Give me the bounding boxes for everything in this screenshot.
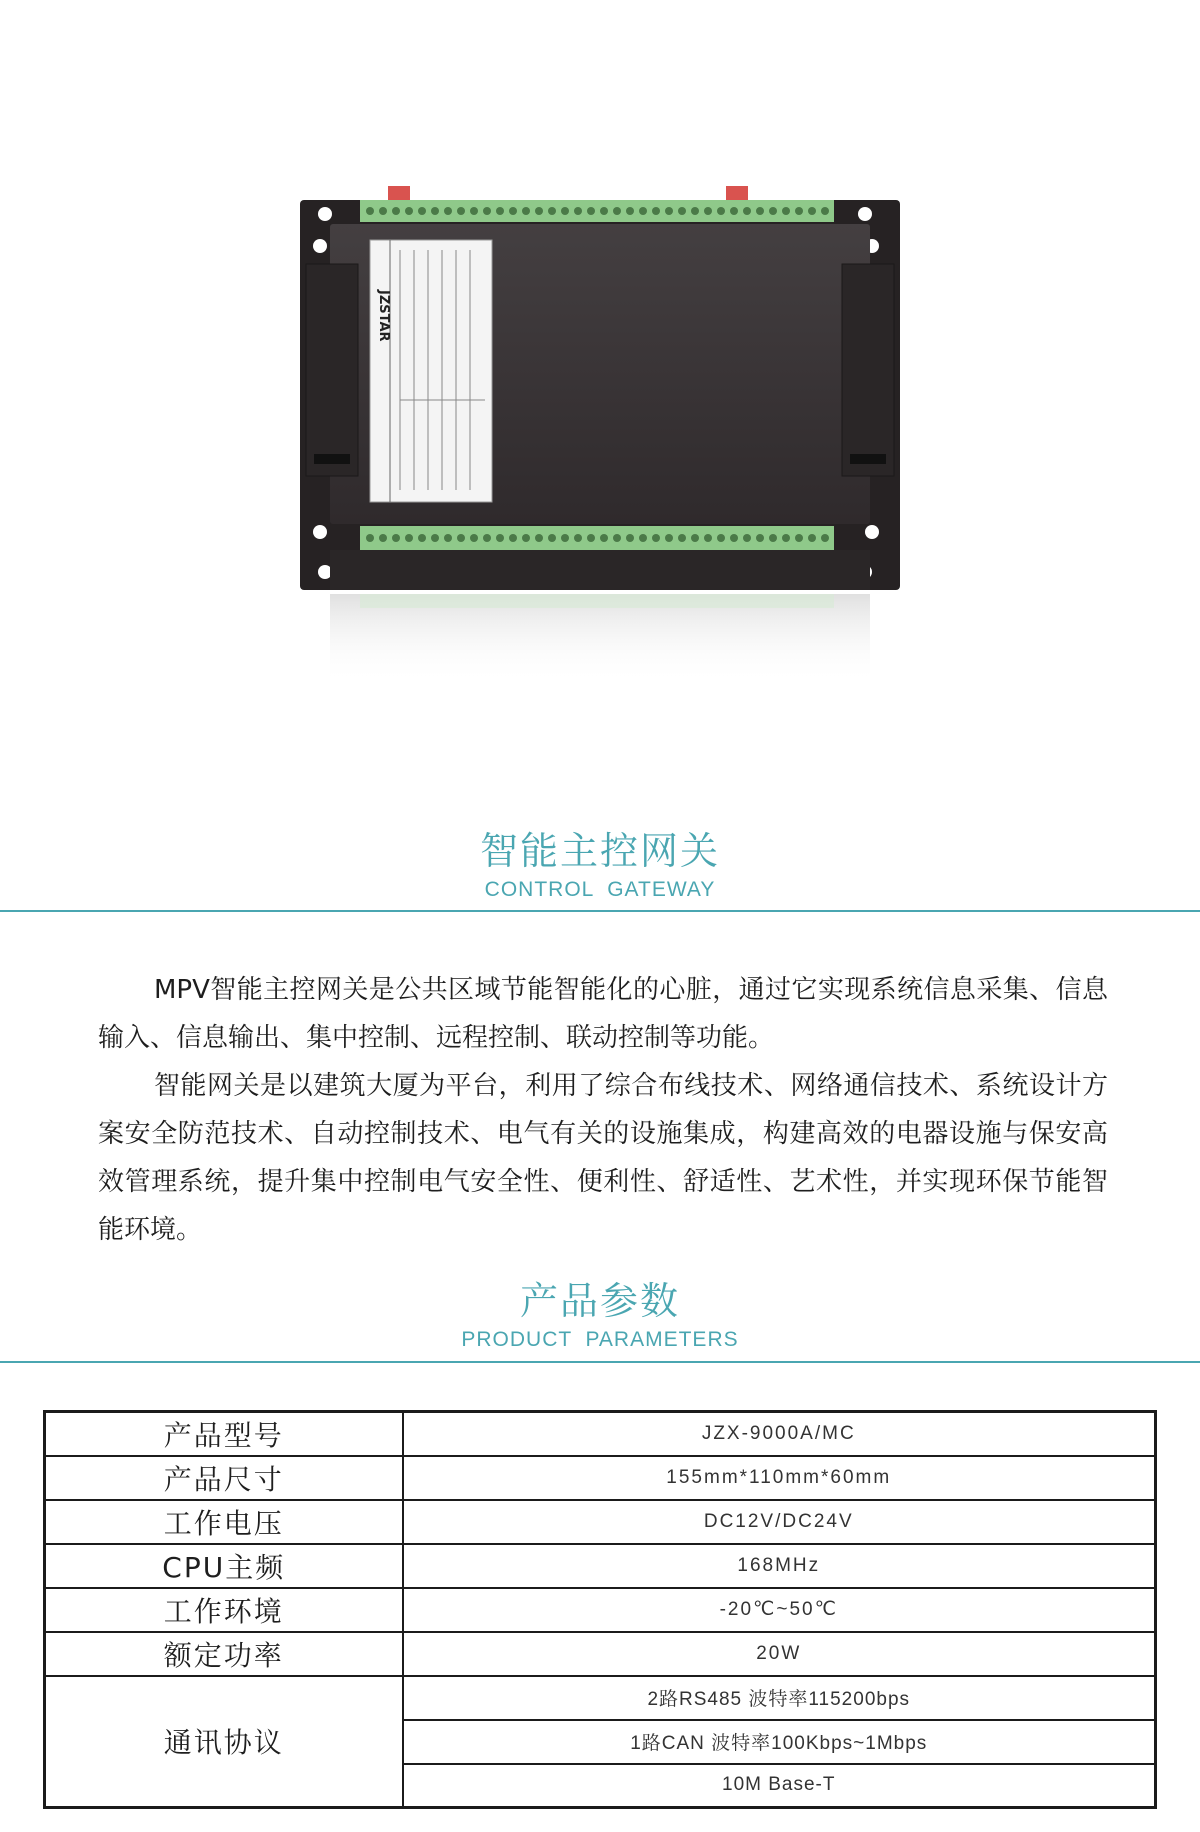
terminal-screw (535, 534, 543, 542)
terminal-screw (431, 534, 439, 542)
terminal-screw (470, 207, 478, 215)
spec-label: 通讯协议 (45, 1676, 403, 1808)
terminal-screw (717, 207, 725, 215)
terminal-screw (743, 207, 751, 215)
section-title-control-gateway: 智能主控网关 (479, 829, 720, 873)
terminal-screw (405, 207, 413, 215)
section-divider (0, 1361, 1200, 1363)
terminal-screw (691, 534, 699, 542)
terminal-screw (769, 207, 777, 215)
terminal-screw (522, 207, 530, 215)
terminal-screw (678, 207, 686, 215)
table-row (45, 1456, 1156, 1500)
terminal-screw (730, 207, 738, 215)
terminal-screw (496, 207, 504, 215)
terminal-screw (561, 207, 569, 215)
table-row (45, 1588, 1156, 1632)
terminal-screw (704, 534, 712, 542)
terminal-screw (821, 534, 829, 542)
terminal-screw (574, 534, 582, 542)
terminal-screw (457, 534, 465, 542)
product-image (290, 180, 910, 740)
terminal-screw (522, 534, 530, 542)
terminal-screw (678, 534, 686, 542)
device-brand-logo: JZSTAR (376, 290, 391, 342)
spec-value: JZX-9000A/MC (403, 1412, 1156, 1456)
table-row (45, 1544, 1156, 1588)
terminal-screw (587, 534, 595, 542)
terminal-screw (613, 207, 621, 215)
terminal-screw (444, 534, 452, 542)
spec-value: 10M Base-T (403, 1764, 1156, 1808)
terminal-screw (392, 534, 400, 542)
terminal-screw (366, 207, 374, 215)
terminal-screw (704, 207, 712, 215)
terminal-screw (600, 534, 608, 542)
spec-label: 额定功率 (45, 1632, 403, 1676)
spec-value: 168MHz (403, 1544, 1156, 1588)
terminal-screw (535, 207, 543, 215)
terminal-screw (548, 207, 556, 215)
terminal-screw (808, 534, 816, 542)
terminal-screw (652, 534, 660, 542)
terminal-screw (483, 207, 491, 215)
terminal-screw (756, 207, 764, 215)
spec-value: 20W (403, 1632, 1156, 1676)
spec-value: 2路RS485 波特率115200bps (403, 1676, 1156, 1720)
spec-label: 工作电压 (45, 1500, 403, 1544)
terminal-screw (795, 207, 803, 215)
spec-label: 产品型号 (45, 1412, 403, 1456)
terminal-screw (730, 534, 738, 542)
terminal-screw (717, 534, 725, 542)
terminal-screw (418, 534, 426, 542)
section-subtitle-product-parameters: PRODUCT PARAMETERS (461, 1328, 739, 1351)
spec-value: DC12V/DC24V (403, 1500, 1156, 1544)
terminal-screw (821, 207, 829, 215)
terminal-screw (795, 534, 803, 542)
table-row (45, 1676, 1156, 1720)
terminal-screw (366, 534, 374, 542)
spec-value: -20℃~50℃ (403, 1588, 1156, 1632)
terminal-screw (379, 207, 387, 215)
table-row (45, 1500, 1156, 1544)
spec-label: 工作环境 (45, 1588, 403, 1632)
terminal-screw (444, 207, 452, 215)
terminal-screw (639, 207, 647, 215)
terminal-screw (613, 534, 621, 542)
spec-label: CPU主频 (45, 1544, 403, 1588)
terminal-screw (548, 534, 556, 542)
spec-value: 1路CAN 波特率100Kbps~1Mbps (403, 1720, 1156, 1764)
terminal-screw (756, 534, 764, 542)
terminal-screw (470, 534, 478, 542)
table-row (45, 1412, 1156, 1456)
terminal-screw (782, 207, 790, 215)
terminal-screw (496, 534, 504, 542)
terminal-screw (587, 207, 595, 215)
terminal-screw (626, 534, 634, 542)
intro-paragraph-2: 智能网关是以建筑大厦为平台，利用了综合布线技术、网络通信技术、系统设计方案安全防范技术、自动控制技术、电气有关的设施集成，构建高效的电器设施与保安高效管理系统，提升集中控制电气安全性、便利性、舒适性、艺术性，并实现环保节能智能环境。 (98, 1071, 1108, 1245)
terminal-screw (639, 534, 647, 542)
terminal-screw (405, 534, 413, 542)
terminal-screw (509, 534, 517, 542)
section-subtitle-control-gateway: CONTROL GATEWAY (484, 878, 716, 901)
terminal-screw (483, 534, 491, 542)
terminal-screw (691, 207, 699, 215)
spec-table (43, 1410, 1157, 1809)
intro-paragraph-1: MPV智能主控网关是公共区域节能智能化的心脏，通过它实现系统信息采集、信息输入、信息输出、集中控制、远程控制、联动控制等功能。 (98, 975, 1108, 1053)
terminal-screw (743, 534, 751, 542)
terminal-screw (457, 207, 465, 215)
terminal-screw (782, 534, 790, 542)
spec-value: 155mm*110mm*60mm (403, 1456, 1156, 1500)
terminal-screw (769, 534, 777, 542)
table-row (45, 1632, 1156, 1676)
terminal-screw (665, 207, 673, 215)
terminal-screw (379, 534, 387, 542)
section-divider (0, 910, 1200, 912)
terminal-screw (808, 207, 816, 215)
terminal-screw (431, 207, 439, 215)
terminal-screw (392, 207, 400, 215)
terminal-screw (509, 207, 517, 215)
terminal-screw (626, 207, 634, 215)
terminal-screw (418, 207, 426, 215)
terminal-screw (561, 534, 569, 542)
terminal-screw (574, 207, 582, 215)
terminal-screw (600, 207, 608, 215)
spec-label: 产品尺寸 (45, 1456, 403, 1500)
terminal-screw (665, 534, 673, 542)
section-title-product-parameters: 产品参数 (519, 1279, 680, 1323)
terminal-screw (652, 207, 660, 215)
